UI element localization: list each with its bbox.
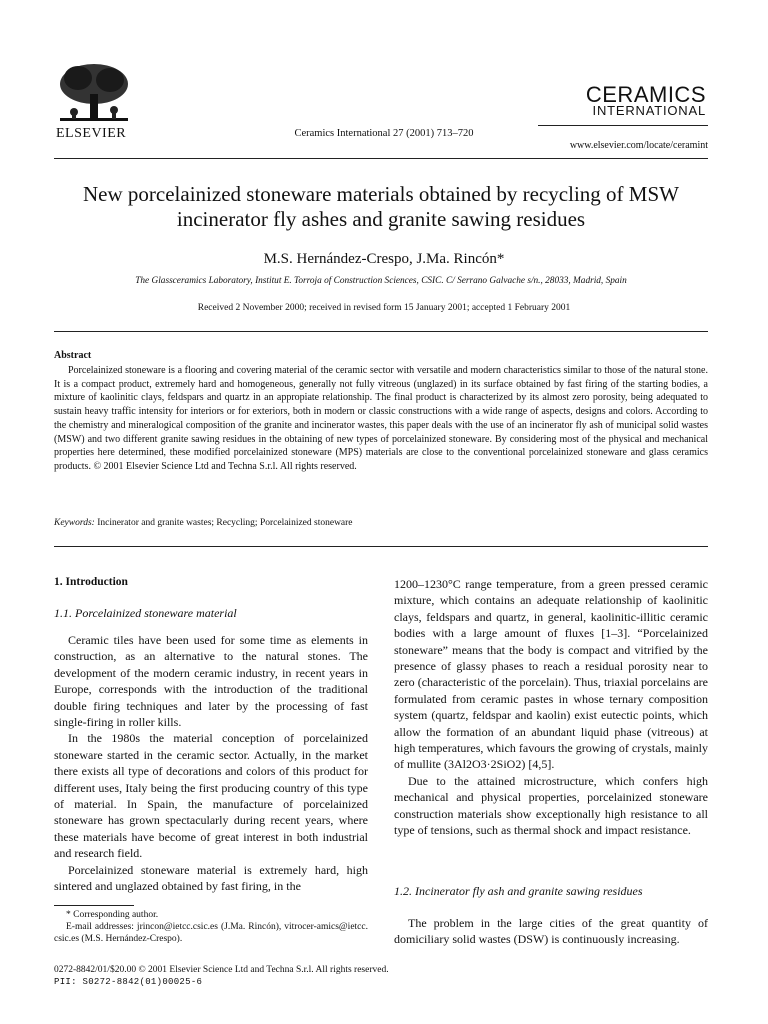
journal-url-link[interactable]: www.elsevier.com/locate/ceramint [569,140,708,151]
journal-name-subtitle: INTERNATIONAL [592,103,706,118]
author-affiliation: The Glassceramics Laboratory, Institut E. Torroja of Construction Sciences, CSIC. C/ Serrano Galvache s/n., 28033, Madrid, Spain [135,276,627,286]
paragraph: Ceramic tiles have been used for some time as elements in construction, as an alternative to the natural stones. The development of the modern ceramic industry, in recent years in Europe, corresponds with the introduction of the traditional double firing techniques and later by the processing of fast single-firing in roller kills. [54,633,368,730]
footnote [54,909,368,945]
footnote-email-addresses: E-mail addresses: jrincon@ietcc.csic.es (J.Ma. Rincón), vitrocer-amics@ietcc. csic.es (M.S. Hernández-Crespo). [54,922,368,944]
paragraph: Porcelainized stoneware material is extremely hard, high sintered and unglazed obtained by fast firing, in the [54,862,368,894]
abstract-heading: Abstract [54,350,92,361]
keywords-list: Incinerator and granite wastes; Recycling; Porcelainized stoneware [97,518,353,528]
publisher-name: ELSEVIER [56,126,127,141]
subsection-heading-1-2: 1.2. Incinerator fly ash and granite sawing residues [394,884,643,898]
journal-name: CERAMICS [585,82,706,107]
section-heading-introduction: 1. Introduction [54,576,128,588]
keywords-label: Keywords: [54,518,95,528]
page-footer [54,964,389,988]
received-dates: Received 2 November 2000; received in revised form 15 January 2001; accepted 1 February 2001 [197,303,571,313]
abstract-top-divider [54,331,708,332]
paragraph: In the 1980s the material conception of porcelainized stoneware started in the ceramic sector. Actually, in the market there exists all type of decorations and colors of this product for different uses, Italy being the first producing country of this type of material. In Spain, the manufacture of porcelainized stoneware has grown spectacularly during recent years, where these materials have become of great interest in both industrial and research field. [54,731,368,861]
paragraph: Due to the attained microstructure, which confers high mechanical and physical properties, porcelainized stoneware construction materials show exceptionally high resistance to all type of tensions, such as thermal shock and impact resistance. [394,773,708,838]
right-column-continued [394,915,708,948]
article-authors: M.S. Hernández-Crespo, J.Ma. Rincón* [263,251,505,267]
right-column [394,576,708,839]
elsevier-tree-logo [54,60,134,126]
paragraph: The problem in the large cities of the great quantity of domiciliary solid wastes (DSW) is continuously increasing. [394,916,708,947]
subsection-heading-1-1: 1.1. Porcelainized stoneware material [54,606,237,620]
article-title: New porcelainized stoneware materials obtained by recycling of MSW incinerator fly ashes and granite sawing residues [83,182,679,231]
copyright-line: 0272-8842/01/$20.00 © 2001 Elsevier Science Ltd and Techna S.r.l. All rights reserved. [54,965,389,975]
header-divider [54,158,708,159]
left-column [54,632,368,895]
journal-rule [538,125,708,126]
footnote-corresponding-author: * Corresponding author. [66,910,159,920]
footnote-divider [54,905,134,906]
keywords [54,518,353,528]
abstract-bottom-divider [54,546,708,547]
abstract-text: Porcelainized stoneware is a flooring and covering material of the ceramic sector with versatile and modern characteristics similar to those of the natural stone. It is a compact product, extremely hard and homogeneous, generally not fully vitreous (unglazed) in its surface obtained by fast firing of the starting bodies, a mixture of kaolinitic clays, feldspars and quartz in an appropiate relationship. The final product is characterized by its almost zero porosity, being adequated to sustain heavy traffic intensity for interiors or for exteriors, both in modern or classic constructions with a wide range of aspects, designs and colors. According to the chemistry and mineralogical composition of the granite and incinerator wastes, this paper deals with the use of an incinerator fly ash of municipal solid wastes (MSW) and two different granite sawing residues in the obtaining of new types of porcelainized stoneware. By considering most of the physical and mechanical properties here determined, these modified porcelainized stoneware (MPS) materials are close to the conventional porcelainized stoneware and glass ceramics products. © 2001 Elsevier Science Ltd and Techna S.r.l. All rights reserved. [54,365,708,472]
pii-identifier: PII: S0272-8842(01)00025-6 [54,977,203,987]
paragraph: 1200–1230°C range temperature, from a green pressed ceramic mixture, which contains an adequate relationship of kaolinitic clays, feldspars and quartz, in general, kaolinitic-illitic ceramic bodies with a large amount of fluxes [1–3]. “Porcelainized stoneware” means that the body is compact and vitrified by the presence of glassy phases to reach a residual porosity near to zero (characteristic of the porcelain). Thus, triaxial porcelains are formulated from ceramic pastes in whose ternary composition system (quartz, feldspar and kaolin) exist eutectic points, which allow the formation of an abundant liquid phase (vitreous) at high temperatures, which favours the growing of crystals, mainly of mullite (3Al2O3·2SiO2) [4,5]. [394,577,708,772]
journal-citation: Ceramics International 27 (2001) 713–720 [294,128,474,139]
